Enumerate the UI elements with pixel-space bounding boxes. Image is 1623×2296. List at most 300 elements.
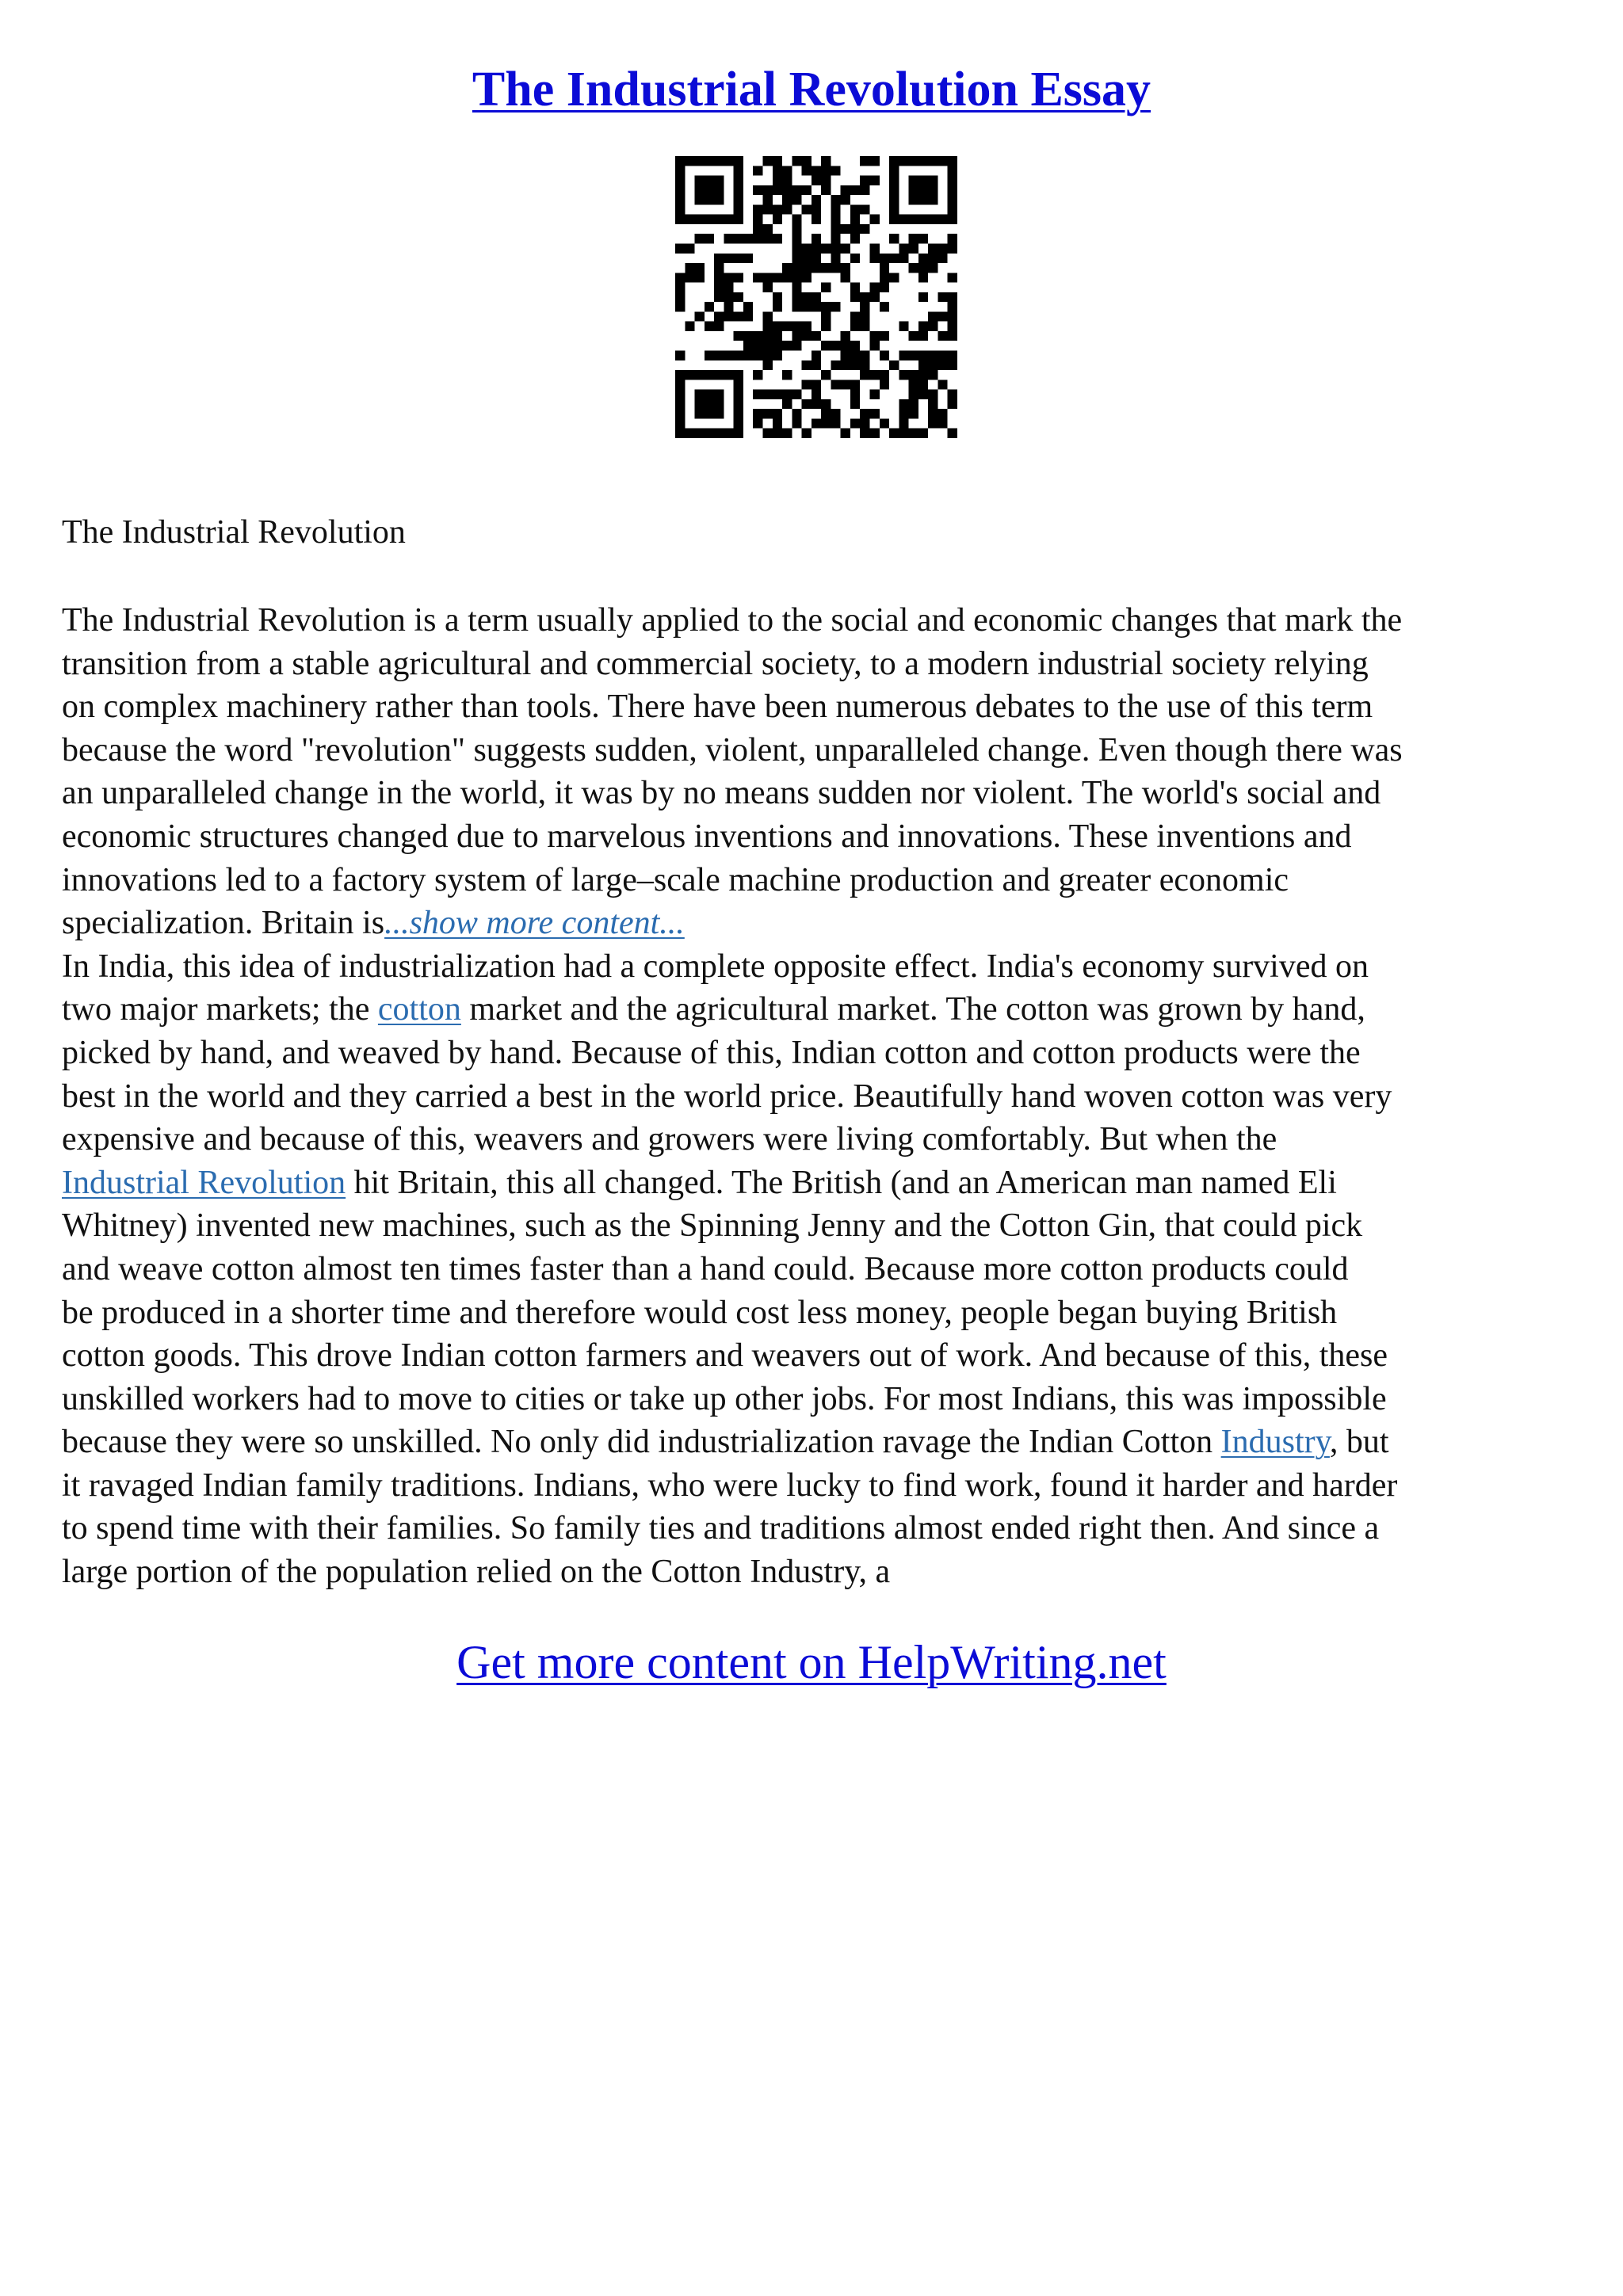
qr-module [762,409,772,418]
qr-module [802,429,812,438]
qr-module [812,176,821,185]
qr-module [734,429,743,438]
qr-module [792,273,801,282]
qr-module [792,185,801,195]
qr-module [880,331,889,341]
paragraph-line: transition from a stable agricultural and commercial society, to a modern industrial society relying [62,645,1369,682]
qr-module [918,351,928,360]
qr-module [675,185,685,195]
qr-module [870,341,880,350]
qr-module [782,390,792,399]
qr-module [773,331,782,341]
qr-module [792,215,801,224]
qr-module [860,311,869,321]
helpwriting-link[interactable]: Get more content on HelpWriting.net [456,1636,1167,1688]
qr-module [938,215,947,224]
qr-module [870,254,880,263]
qr-module [918,390,928,399]
qr-module [782,204,792,214]
qr-module [841,331,850,341]
qr-module [831,302,840,311]
qr-module [938,418,947,428]
cotton-link[interactable]: cotton [377,991,461,1028]
qr-module [918,331,928,341]
qr-module [705,351,714,360]
qr-module [889,204,899,214]
qr-module [724,215,733,224]
qr-module [938,409,947,418]
qr-module [860,302,869,311]
qr-module [880,370,889,379]
qr-module [938,351,947,360]
paragraph-line: The Industrial Revolution is a term usually applied to the social and economic changes that mark the [62,602,1403,639]
qr-module [762,390,772,399]
show-more-link[interactable]: ...show more content... [384,905,685,942]
qr-module [734,331,743,341]
paragraph-line: Whitney) invented new machines, such as the Spinning Jenny and the Cotton Gin, that could pick [62,1207,1363,1245]
qr-module [705,399,714,409]
industrial-revolution-link[interactable]: Industrial Revolution [62,1164,346,1201]
qr-module [870,215,880,224]
qr-module [812,399,821,409]
qr-module [899,429,908,438]
qr-module [918,263,928,273]
qr-module [938,311,947,321]
qr-module [918,292,928,302]
qr-module [909,331,918,341]
qr-module [928,322,938,331]
qr-module [675,351,685,360]
qr-module [899,351,908,360]
paragraph-text: two major markets; the [62,991,378,1028]
qr-module [928,390,938,399]
qr-module [705,390,714,399]
qr-module [802,185,812,195]
qr-module [753,409,762,418]
qr-module [909,370,918,379]
qr-module [928,156,938,166]
qr-module [918,322,928,331]
qr-module [821,399,831,409]
qr-module [812,418,821,428]
paragraph-line: picked by hand, and weaved by hand. Because of this, Indian cotton and cotton products were the [62,1034,1361,1071]
qr-module [860,409,869,418]
qr-module [841,263,850,273]
qr-module [812,351,821,360]
qr-module [850,379,860,389]
qr-module [705,302,714,311]
qr-module [734,166,743,175]
qr-module [909,215,918,224]
qr-module [880,283,889,292]
qr-module [685,429,694,438]
paragraph-line: on complex machinery rather than tools. There have been numerous debates to the use of this term [62,688,1373,726]
qr-module [792,322,801,331]
qr-module [762,283,772,292]
qr-module [889,254,899,263]
qr-module [948,351,957,360]
qr-module [860,176,869,185]
qr-module [918,176,928,185]
qr-module [753,185,762,195]
qr-module [734,418,743,428]
qr-module [918,379,928,389]
qr-module [928,351,938,360]
qr-module [734,204,743,214]
qr-module [821,322,831,331]
paragraph-line: innovations led to a factory system of large–scale machine production and greater economic [62,861,1289,898]
qr-module [782,341,792,350]
qr-module [714,273,724,282]
industry-link[interactable]: Industry [1220,1424,1330,1461]
qr-module [899,409,908,418]
qr-module [812,243,821,253]
title-link[interactable]: The Industrial Revolution Essay [472,63,1151,116]
qr-module [685,370,694,379]
qr-module [685,243,694,253]
qr-module [734,234,743,243]
qr-module [762,195,772,204]
qr-module [782,176,792,185]
qr-module [831,234,840,243]
qr-module [831,360,840,370]
qr-module [724,234,733,243]
qr-module [802,204,812,214]
qr-module [831,418,840,428]
qr-module [928,418,938,428]
qr-module [870,370,880,379]
qr-module [695,311,705,321]
qr-module [850,390,860,399]
qr-module [762,311,772,321]
qr-module [714,156,724,166]
qr-module [928,409,938,418]
qr-module [685,322,694,331]
qr-module [792,195,801,204]
qr-module [821,311,831,321]
qr-module [938,331,947,341]
qr-module [705,234,714,243]
qr-module [889,429,899,438]
qr-module [841,360,850,370]
qr-module [743,311,753,321]
qr-module [714,283,724,292]
qr-module [948,429,957,438]
qr-module [889,166,899,175]
qr-module [792,283,801,292]
qr-module [909,234,918,243]
qr-module [841,379,850,389]
qr-module [860,185,869,195]
qr-module [734,254,743,263]
qr-module [762,224,772,234]
qr-module [724,283,733,292]
qr-module [705,195,714,204]
paragraph-line [62,1421,1560,1464]
qr-module [802,360,812,370]
qr-module [802,243,812,253]
qr-module [821,283,831,292]
qr-module [675,370,685,379]
qr-module [743,234,753,243]
qr-module [812,360,821,370]
qr-module [743,351,753,360]
qr-module [675,156,685,166]
qr-module [695,429,705,438]
qr-module [831,204,840,214]
qr-module [850,292,860,302]
qr-module [675,166,685,175]
qr-module [734,311,743,321]
qr-module [948,273,957,282]
qr-module [792,234,801,243]
qr-module [675,399,685,409]
qr-module [918,185,928,195]
qr-module [695,399,705,409]
paragraph-text: hit Britain, this all changed. The British (and an American man named Eli [346,1164,1337,1201]
qr-module [909,399,918,409]
qr-module [841,224,850,234]
paragraph-text: because they were so unskilled. No only did industrialization ravage the Indian Cotton [62,1424,1221,1461]
qr-module [753,418,762,428]
qr-module [773,204,782,214]
qr-module [714,176,724,185]
qr-module [762,351,772,360]
qr-module [773,185,782,195]
qr-module [841,185,850,195]
qr-code-graphic [675,156,957,438]
qr-module [821,418,831,428]
qr-module [899,399,908,409]
essay-body [62,599,1560,1594]
qr-module [948,243,957,253]
qr-module [792,302,801,311]
paragraph-line: large portion of the population relied on the Cotton Industry, a [62,1554,891,1591]
qr-module [714,390,724,399]
qr-module [889,156,899,166]
qr-module [724,302,733,311]
qr-module [792,292,801,302]
qr-module [928,195,938,204]
qr-module [714,322,724,331]
qr-module [909,243,918,253]
qr-module [802,273,812,282]
qr-module [695,390,705,399]
qr-module [782,263,792,273]
qr-module [860,156,869,166]
qr-module [812,302,821,311]
qr-module [743,331,753,341]
qr-module [850,185,860,195]
qr-module [812,166,821,175]
qr-module [773,156,782,166]
qr-module [753,351,762,360]
qr-module [734,273,743,282]
qr-module [841,351,850,360]
qr-module [821,409,831,418]
qr-module [928,254,938,263]
qr-module [802,302,812,311]
qr-module [724,292,733,302]
qr-module [762,429,772,438]
qr-module [928,176,938,185]
paragraph-line: an unparalleled change in the world, it was by no means sudden nor violent. The world's social and [62,775,1381,812]
qr-module [812,204,821,214]
qr-module [695,215,705,224]
qr-module [675,418,685,428]
qr-module [695,273,705,282]
qr-module [870,243,880,253]
paragraph-line: expensive and because of this, weavers and growers were living comfortably. But when the [62,1121,1277,1158]
qr-module [860,429,869,438]
qr-module [675,429,685,438]
qr-module [860,292,869,302]
paragraph-text: , but [1329,1424,1389,1461]
qr-module [841,341,850,350]
qr-module [880,273,889,282]
qr-module [812,292,821,302]
qr-module [899,370,908,379]
qr-module [734,292,743,302]
paragraph-line [62,988,1560,1032]
qr-module [948,156,957,166]
qr-module [773,409,782,418]
qr-module [762,156,772,166]
qr-module [928,215,938,224]
qr-module [724,156,733,166]
qr-module [753,331,762,341]
qr-module [850,341,860,350]
qr-module [841,273,850,282]
qr-module [831,409,840,418]
qr-module [705,409,714,418]
qr-module [880,379,889,389]
qr-module [870,390,880,399]
qr-module [821,166,831,175]
qr-module [792,263,801,273]
qr-module [675,195,685,204]
qr-module [734,351,743,360]
qr-module [948,234,957,243]
qr-module [870,331,880,341]
qr-module [773,215,782,224]
qr-module [762,360,772,370]
qr-module [889,234,899,243]
qr-module [714,263,724,273]
qr-module [821,302,831,311]
qr-module [928,263,938,273]
cta-footer [0,1630,1623,1694]
qr-module [889,176,899,185]
qr-module [821,156,831,166]
qr-module [724,429,733,438]
qr-module [743,254,753,263]
qr-module [870,176,880,185]
qr-module [675,204,685,214]
qr-module [714,370,724,379]
qr-module [812,254,821,263]
paragraph-line: economic structures changed due to marvelous inventions and innovations. These inventions and [62,818,1352,855]
paragraph-line [62,902,1560,945]
qr-module [685,215,694,224]
qr-module [860,418,869,428]
qr-module [802,254,812,263]
qr-module [831,263,840,273]
qr-module [928,360,938,370]
qr-module [870,409,880,418]
qr-module [812,263,821,273]
qr-module [928,311,938,321]
qr-module [675,176,685,185]
qr-module [860,351,869,360]
qr-module [734,370,743,379]
qr-module [675,302,685,311]
qr-module [734,176,743,185]
qr-module [841,429,850,438]
qr-module [948,185,957,195]
qr-module [753,224,762,234]
qr-module [948,399,957,409]
qr-module [675,283,685,292]
qr-module [841,195,850,204]
qr-module [802,322,812,331]
qr-module [802,166,812,175]
paragraph-text: specialization. Britain is [62,905,385,942]
paragraph-line: unskilled workers had to move to cities or take up other jobs. For most Indians, this was impossible [62,1380,1387,1417]
qr-module [773,273,782,282]
qr-module [714,254,724,263]
qr-module [918,370,928,379]
qr-module [753,234,762,243]
qr-module [734,390,743,399]
qr-module [899,215,908,224]
qr-module [909,185,918,195]
qr-module [831,254,840,263]
document-title [0,55,1623,124]
qr-module [821,176,831,185]
qr-module [753,166,762,175]
qr-module [773,341,782,350]
paragraph-line: In India, this idea of industrialization had a complete opposite effect. India's economy survived on [62,948,1369,985]
paragraph-line [62,1161,1560,1205]
qr-module [889,360,899,370]
qr-module [850,224,860,234]
qr-module [792,409,801,418]
qr-module [938,292,947,302]
qr-module [802,156,812,166]
qr-module [714,399,724,409]
qr-module [695,156,705,166]
paragraph-text: market and the agricultural market. The cotton was grown by hand, [460,991,1365,1028]
qr-module [948,292,957,302]
qr-module [938,156,947,166]
qr-module [850,215,860,224]
qr-module [812,379,821,389]
qr-module [773,302,782,311]
qr-module [782,166,792,175]
qr-module [675,390,685,399]
qr-module [831,166,840,175]
qr-module [773,322,782,331]
paragraph-line: to spend time with their families. So family ties and traditions almost ended right then. And since a [62,1510,1380,1547]
qr-module [860,360,869,370]
qr-module [792,243,801,253]
qr-module [734,409,743,418]
qr-module [850,234,860,243]
qr-module [734,156,743,166]
paragraph-line: it ravaged Indian family traditions. Indians, who were lucky to find work, found it harder and harder [62,1466,1398,1504]
qr-module [821,341,831,350]
